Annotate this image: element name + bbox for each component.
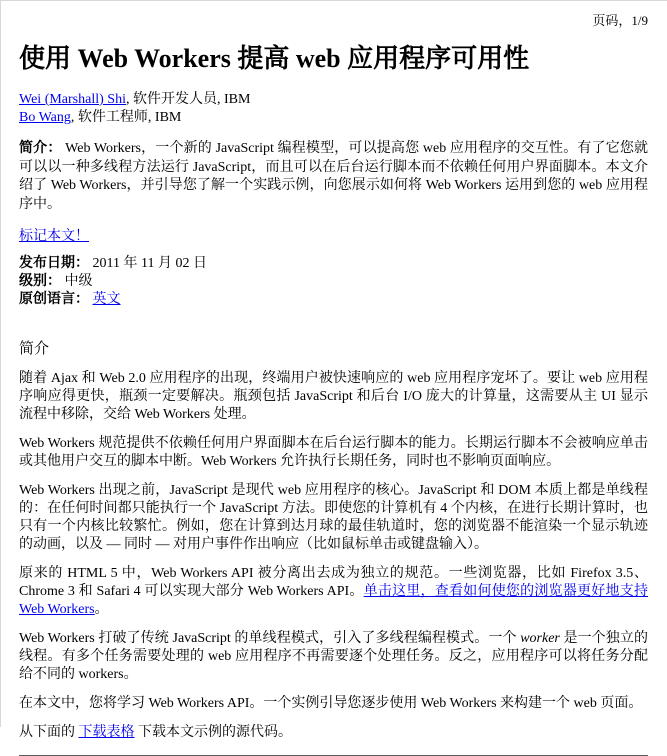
paragraph: 随着 Ajax 和 Web 2.0 应用程序的出现，终端用户被快速响应的 web 应用程序宠坏了。要让 web 应用程序响应得更快，瓶颈一定要解决。瓶颈包括 JavaScript 和后台 I/O 庞大的计算量，这需要从主 UI 显示流程中移除，交给 Web Workers 处理。 bbox=[19, 371, 648, 422]
paragraph-text: Web Workers 打破了传统 JavaScript 的单线程模式，引入了多线程编程模式。一个 bbox=[19, 631, 521, 646]
abstract-paragraph bbox=[19, 140, 648, 214]
mark-article-row bbox=[19, 228, 648, 246]
paragraph bbox=[19, 565, 648, 619]
article-title: 使用 Web Workers 提高 web 应用程序可用性 bbox=[19, 44, 530, 73]
paragraph: Web Workers 规范提供不依赖任何用户界面脚本在后台运行脚本的能力。长期运行脚本不会被响应单击或其他用户交互的脚本中断。Web Workers 允许执行长期任务，同时也不影响页面响应。 bbox=[19, 436, 648, 469]
paragraph bbox=[19, 630, 648, 684]
meta-value: 中级 bbox=[64, 274, 93, 289]
original-language-link[interactable]: 英文 bbox=[92, 292, 121, 307]
meta-label: 发布日期： bbox=[19, 256, 89, 271]
paragraph-text: 是一个独立的线程。有多个任务需要处理的 web 应用程序不再需要逐个处理任务。反之，应用程序可以将任务分配给不同的 workers。 bbox=[19, 631, 649, 682]
browser-support-link[interactable]: 单击这里，查看如何使您的浏览器更好地支持 Web Workers bbox=[19, 584, 648, 617]
meta-value: 2011 年 11 月 02 日 bbox=[92, 256, 207, 271]
author-line bbox=[19, 109, 648, 127]
meta-row-publish-date bbox=[19, 255, 648, 273]
download-table-link[interactable]: 下载表格 bbox=[78, 725, 135, 740]
page-number: 页码，1/9 bbox=[592, 13, 648, 28]
mark-article-link[interactable]: 标记本文！ bbox=[19, 229, 89, 244]
worker-term-italic: worker bbox=[520, 631, 560, 646]
paragraph: Web Workers 出现之前，JavaScript 是现代 web 应用程序的核心。JavaScript 和 DOM 本质上都是单线程的：在任何时间都只能执行一个 JavaScript 方法。即使您的计算机有 4 个内核，在进行长期计算时，也只有一个内核比较繁忙。例如，您在计算到达月球的最佳轨道时，您的浏览器不能渲染一个显示轨迹的动画，以及 — 同时 — 对用户事件作出响应（比如鼠标单击或键盘输入）。 bbox=[19, 483, 648, 552]
section-heading-intro: 简介 bbox=[19, 341, 50, 357]
paragraph-text: 下载本文示例的源代码。 bbox=[134, 725, 292, 740]
meta-row-original-language bbox=[19, 291, 648, 309]
meta-row-level bbox=[19, 273, 648, 291]
abstract-text: Web Workers，一个新的 JavaScript 编程模型，可以提高您 web 应用程序的交互性。有了它您就可以以一种多线程方法运行 JavaScript，而且可以在后台运行脚本而不依赖任何用户界面脚本。本文介绍了 Web Workers，并引导您了解一个实践示例，向您展示如何将 Web Workers 运用到您的 web 应用程序中。 bbox=[19, 141, 649, 212]
meta-label: 级别： bbox=[19, 274, 61, 289]
meta-label: 原创语言： bbox=[19, 292, 89, 307]
author-link-bo[interactable]: Bo Wang bbox=[19, 109, 71, 125]
paragraph: 在本文中，您将学习 Web Workers API。一个实例引导您逐步使用 Web Workers 来构建一个 web 页面。 bbox=[19, 696, 643, 711]
paragraph-text: 。 bbox=[94, 602, 109, 617]
author-link-wei[interactable]: Wei (Marshall) Shi bbox=[19, 92, 126, 107]
author-role: , 软件开发人员, IBM bbox=[125, 92, 251, 107]
paragraph-text: 原来的 HTML 5 中，Web Workers API 被分离出去成为独立的规范。一些浏览器，比如 Firefox 3.5、Chrome 3 和 Safari 4 可以实现大部分 Web Workers API。 bbox=[19, 566, 648, 599]
author-line bbox=[19, 91, 648, 109]
author-list bbox=[19, 91, 648, 126]
abstract-label: 简介： bbox=[19, 141, 62, 156]
author-role: , 软件工程师, IBM bbox=[70, 109, 182, 125]
paragraph bbox=[19, 724, 648, 742]
paragraph-text: 从下面的 bbox=[19, 725, 79, 740]
article-meta bbox=[19, 255, 648, 309]
